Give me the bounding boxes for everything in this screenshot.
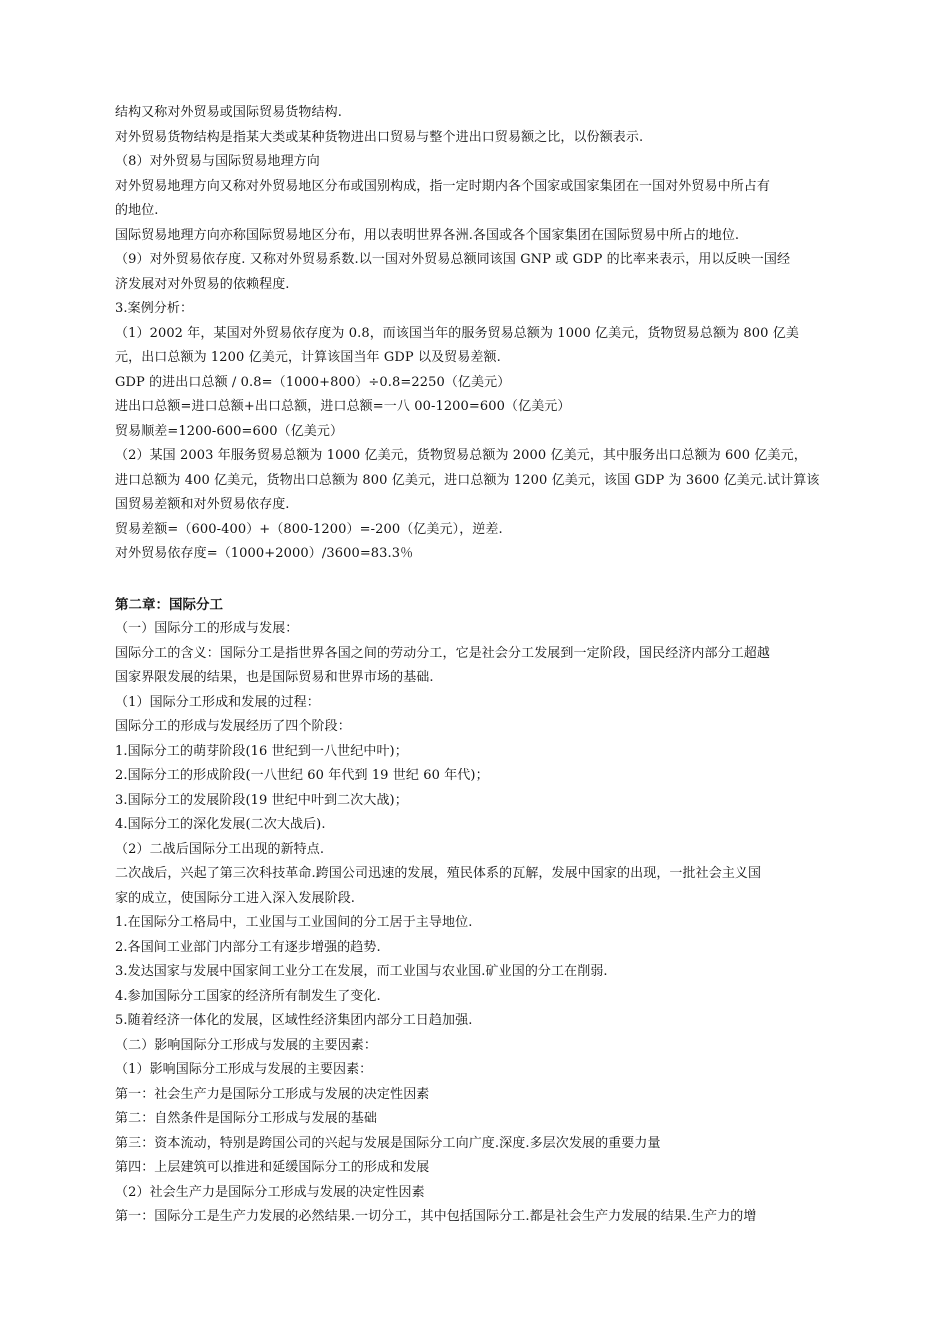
text-line: 进口总额为 400 亿美元，货物出口总额为 800 亿美元，进口总额为 1200 亿美元，该国 GDP 为 3600 亿美元.试计算该 xyxy=(115,472,820,488)
chapter-heading: 第二章：国际分工 xyxy=(115,596,223,613)
text-line: 3.发达国家与发展中国家间工业分工在发展，而工业国与农业国.矿业国的分工在削弱. xyxy=(115,964,608,979)
text-line: （二）影响国际分工形成与发展的主要因素： xyxy=(115,1037,378,1053)
text-line: 3.国际分工的发展阶段(19 世纪中叶到二次大战)； xyxy=(115,792,408,808)
text-line: 贸易顺差=1200-600=600（亿美元） xyxy=(115,423,344,439)
text-line: GDP 的进出口总额 / 0.8=（1000+800）÷0.8=2250（亿美元） xyxy=(115,374,511,390)
text-line: 的地位. xyxy=(115,203,159,218)
text-line: （9）对外贸易依存度. 又称对外贸易系数.以一国对外贸易总额同该国 GNP 或 GDP 的比率来表示，用以反映一国经 xyxy=(115,252,791,267)
text-line: （1）2002 年，某国对外贸易依存度为 0.8，而该国当年的服务贸易总额为 1000 亿美元，货物贸易总额为 800 亿美 xyxy=(115,325,799,341)
text-line: 第二：自然条件是国际分工形成与发展的基础 xyxy=(115,1111,378,1126)
text-line: 元，出口总额为 1200 亿美元，计算该国当年 GDP 以及贸易差额. xyxy=(115,350,501,365)
section-trade-structure xyxy=(115,101,850,567)
text-line: （1）国际分工形成和发展的过程： xyxy=(115,694,320,710)
text-line: （2）某国 2003 年服务贸易总额为 1000 亿美元，货物贸易总额为 2000 亿美元，其中服务出口总额为 600 亿美元， xyxy=(115,448,807,463)
text-line: 济发展对对外贸易的依赖程度. xyxy=(115,276,290,292)
document-body xyxy=(115,101,850,1230)
text-line: 国贸易差额和对外贸易依存度. xyxy=(115,497,290,512)
text-line: 对外贸易依存度=（1000+2000）/3600=83.3％ xyxy=(115,546,414,561)
text-line: 3.案例分析： xyxy=(115,301,194,316)
text-line: 进出口总额=进口总额+出口总额，进口总额=一八 00-1200=600（亿美元） xyxy=(115,399,571,414)
text-line: 对外贸易地理方向又称对外贸易地区分布或国别构成，指一定时期内各个国家或国家集团在一国对外贸易中所占有 xyxy=(115,178,771,194)
text-line: 国际分工的含义：国际分工是指世界各国之间的劳动分工，它是社会分工发展到一定阶段，国民经济内部分工超越 xyxy=(115,645,771,661)
text-line: 第一：国际分工是生产力发展的必然结果.一切分工，其中包括国际分工.都是社会生产力发展的结果.生产力的增 xyxy=(115,1209,757,1224)
text-line: 1.国际分工的萌芽阶段(16 世纪到一八世纪中叶)； xyxy=(115,743,408,759)
text-line: 第一：社会生产力是国际分工形成与发展的决定性因素 xyxy=(115,1086,430,1102)
text-line: 2.国际分工的形成阶段(一八世纪 60 年代到 19 世纪 60 年代)； xyxy=(115,768,489,783)
text-line: 第四：上层建筑可以推进和延缓国际分工的形成和发展 xyxy=(115,1160,430,1175)
text-line: 国际分工的形成与发展经历了四个阶段： xyxy=(115,719,351,734)
text-line: 国际贸易地理方向亦称国际贸易地区分布，用以表明世界各洲.各国或各个国家集团在国际贸易中所占的地位. xyxy=(115,227,740,243)
text-line: （2）社会生产力是国际分工形成与发展的决定性因素 xyxy=(115,1184,425,1200)
text-line: 4.参加国际分工国家的经济所有制发生了变化. xyxy=(115,988,381,1004)
paragraph-spacer xyxy=(115,567,850,593)
text-line: 4.国际分工的深化发展(二次大战后). xyxy=(115,817,326,832)
text-line: 国家界限发展的结果，也是国际贸易和世界市场的基础. xyxy=(115,670,434,685)
text-line: 二次战后，兴起了第三次科技革命.跨国公司迅速的发展，殖民体系的瓦解，发展中国家的出现，一批社会主义国 xyxy=(115,866,762,881)
section-chapter-2 xyxy=(115,593,850,1230)
text-line: 2.各国间工业部门内部分工有逐步增强的趋势. xyxy=(115,939,381,955)
text-line: 家的成立，使国际分工进入深入发展阶段. xyxy=(115,890,356,906)
text-line: 第三：资本流动，特别是跨国公司的兴起与发展是国际分工向广度.深度.多层次发展的重要力量 xyxy=(115,1135,661,1151)
text-line: （一）国际分工的形成与发展： xyxy=(115,621,299,636)
text-line: 贸易差额=（600-400）+（800-1200）=-200（亿美元），逆差. xyxy=(115,521,503,537)
text-line: （8）对外贸易与国际贸易地理方向 xyxy=(115,154,320,169)
text-line: 5.随着经济一体化的发展，区域性经济集团内部分工日趋加强. xyxy=(115,1013,473,1028)
text-line: （1）影响国际分工形成与发展的主要因素： xyxy=(115,1062,373,1077)
text-line: 1.在国际分工格局中，工业国与工业国间的分工居于主导地位. xyxy=(115,915,473,930)
text-line: 对外贸易货物结构是指某大类或某种货物进出口贸易与整个进出口贸易额之比，以份额表示. xyxy=(115,129,644,145)
text-line: （2）二战后国际分工出现的新特点. xyxy=(115,841,325,857)
text-line: 结构又称对外贸易或国际贸易货物结构. xyxy=(115,105,342,120)
